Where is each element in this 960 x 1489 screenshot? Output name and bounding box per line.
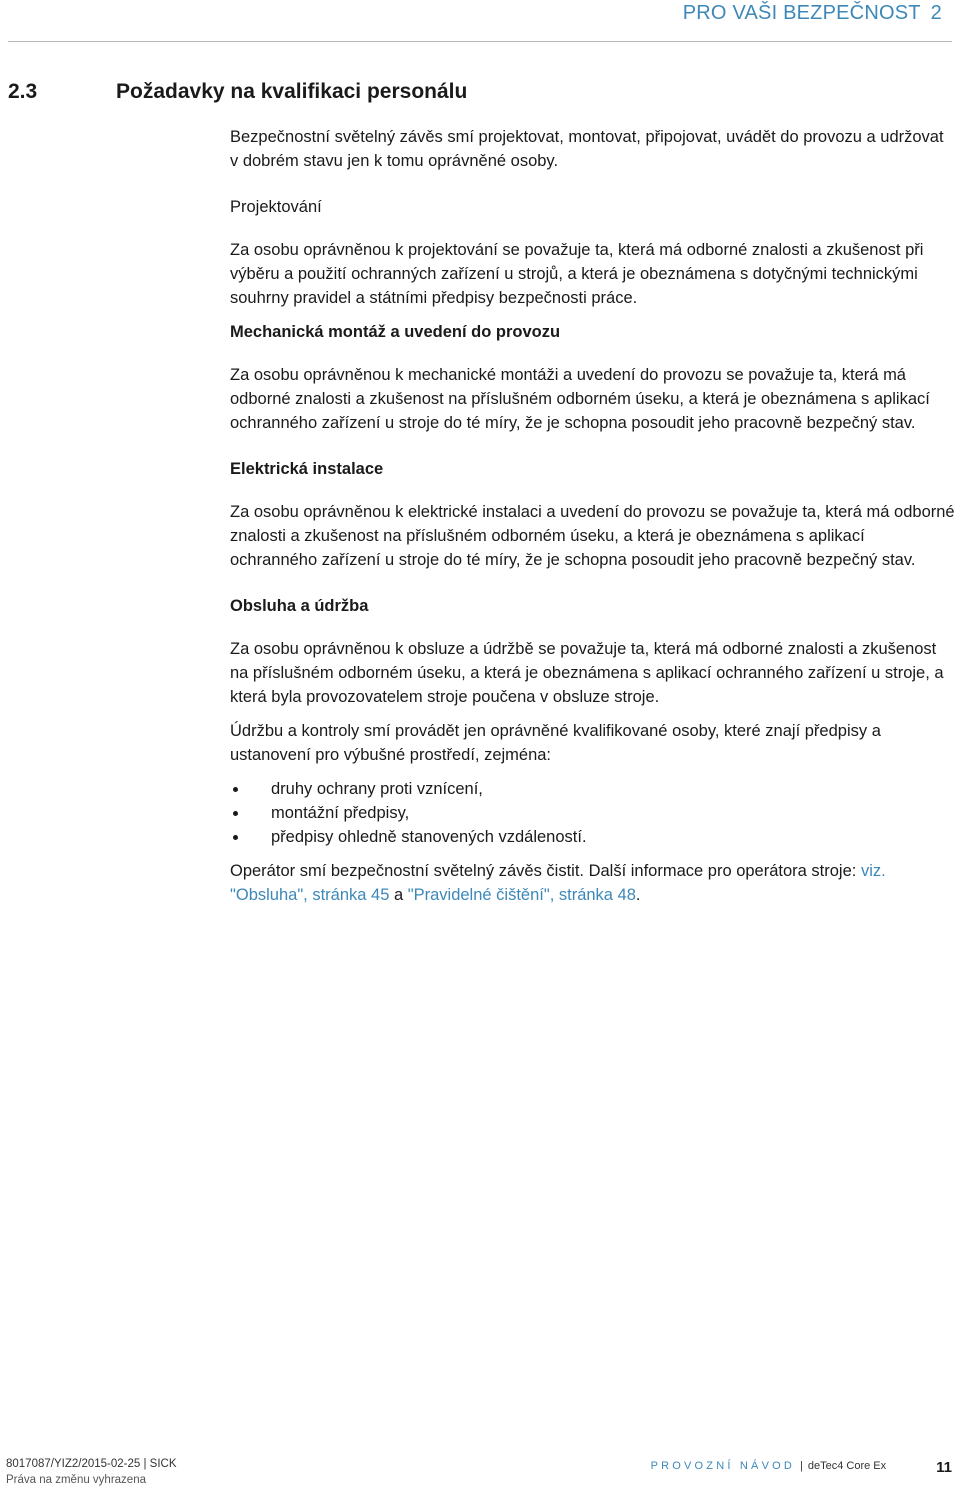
page-header — [0, 0, 960, 42]
section-title: Požadavky na kvalifikaci personálu — [116, 80, 468, 103]
subheading-elektricka: Elektrická instalace — [230, 460, 384, 478]
footer-left — [6, 1456, 177, 1488]
list-item-text: druhy ochrany proti vznícení, — [271, 780, 483, 798]
sentence-end: . — [635, 886, 641, 904]
link-connector: a — [389, 886, 408, 904]
section-heading — [8, 80, 467, 104]
document-code: 8017087/YIZ2/2015-02-25 | SICK — [6, 1458, 177, 1470]
rights-notice: Práva na změnu vyhrazena — [6, 1474, 146, 1486]
subheading-montaz: Mechanická montáž a uvedení do provozu — [230, 323, 561, 341]
paragraph-projektovani: Za osobu oprávněnou k projektování se považuje ta, která má odborné znalosti a zkušenost při výběru a použití ochranných zařízení u strojů, a která je obeznámena s dotyčnými technickými souhrny pravidel a státními předpisy bezpečnosti práce. — [230, 241, 924, 307]
list-item-text: předpisy ohledně stanovených vzdáleností. — [271, 828, 587, 846]
list-item — [230, 777, 955, 801]
header-title-text: PRO VAŠI BEZPEČNOST — [682, 2, 921, 24]
list-item-text: montážní předpisy, — [271, 804, 410, 822]
chapter-number: 2 — [930, 2, 942, 24]
subheading-projektovani: Projektování — [230, 198, 322, 216]
bullet-icon — [233, 811, 238, 816]
section-number: 2.3 — [8, 80, 38, 103]
page-number: 11 — [936, 1459, 952, 1476]
list-item — [230, 801, 955, 825]
document-type: PROVOZNÍ NÁVOD — [650, 1460, 796, 1472]
subheading-obsluha: Obsluha a údržba — [230, 597, 369, 615]
paragraph-montaz: Za osobu oprávněnou k mechanické montáži a uvedení do provozu se považuje ta, která má odborné znalosti a zkušenost na příslušném odborném úseku, a která je obeznámena s aplikací ochranného zařízení u stroje do té míry, že je schopna posoudit jeho pracovně bezpečný stav. — [230, 366, 930, 432]
operator-text: Operátor smí bezpečnostní světelný závěs čistit. Další informace pro operátora stroje: — [230, 862, 861, 880]
footer-right — [651, 1456, 952, 1474]
footer-separator: | — [800, 1460, 803, 1472]
product-name: deTec4 Core Ex — [807, 1460, 887, 1472]
main-content — [230, 125, 955, 907]
link-pravidelne-cisteni[interactable]: "Pravidelné čištění", stránka 48 — [407, 886, 636, 904]
bullet-icon — [233, 787, 238, 792]
link-obsluha[interactable]: viz. "Obsluha", stránka 45 — [230, 862, 886, 904]
bullet-list — [230, 777, 955, 849]
bullet-icon — [233, 835, 238, 840]
header-divider — [8, 41, 952, 42]
paragraph-operator — [230, 859, 955, 907]
paragraph-obsluha-2: Údržbu a kontroly smí provádět jen oprávněné kvalifikované osoby, které znají předpisy a ustanovení pro výbušné prostředí, zejména: — [230, 722, 881, 764]
intro-paragraph: Bezpečnostní světelný závěs smí projektovat, montovat, připojovat, uvádět do provozu a udržovat v dobrém stavu jen k tomu oprávněné osoby. — [230, 128, 944, 170]
list-item — [230, 825, 955, 849]
paragraph-obsluha-1: Za osobu oprávněnou k obsluze a údržbě se považuje ta, která má odborné znalosti a zkušenost na příslušném odborném úseku, a která je obeznámena s aplikací ochranného zařízení u stroje, a která byla provozovatelem stroje poučena v obsluze stroje. — [230, 640, 944, 706]
paragraph-elektricka: Za osobu oprávněnou k elektrické instalaci a uvedení do provozu se považuje ta, která má odborné znalosti a zkušenost na příslušném odborném úseku, a která je obeznámena s aplikací ochranného zařízení u stroje do té míry, že je schopna posoudit jeho pracovně bezpečný stav. — [230, 503, 955, 569]
header-title — [683, 2, 942, 25]
